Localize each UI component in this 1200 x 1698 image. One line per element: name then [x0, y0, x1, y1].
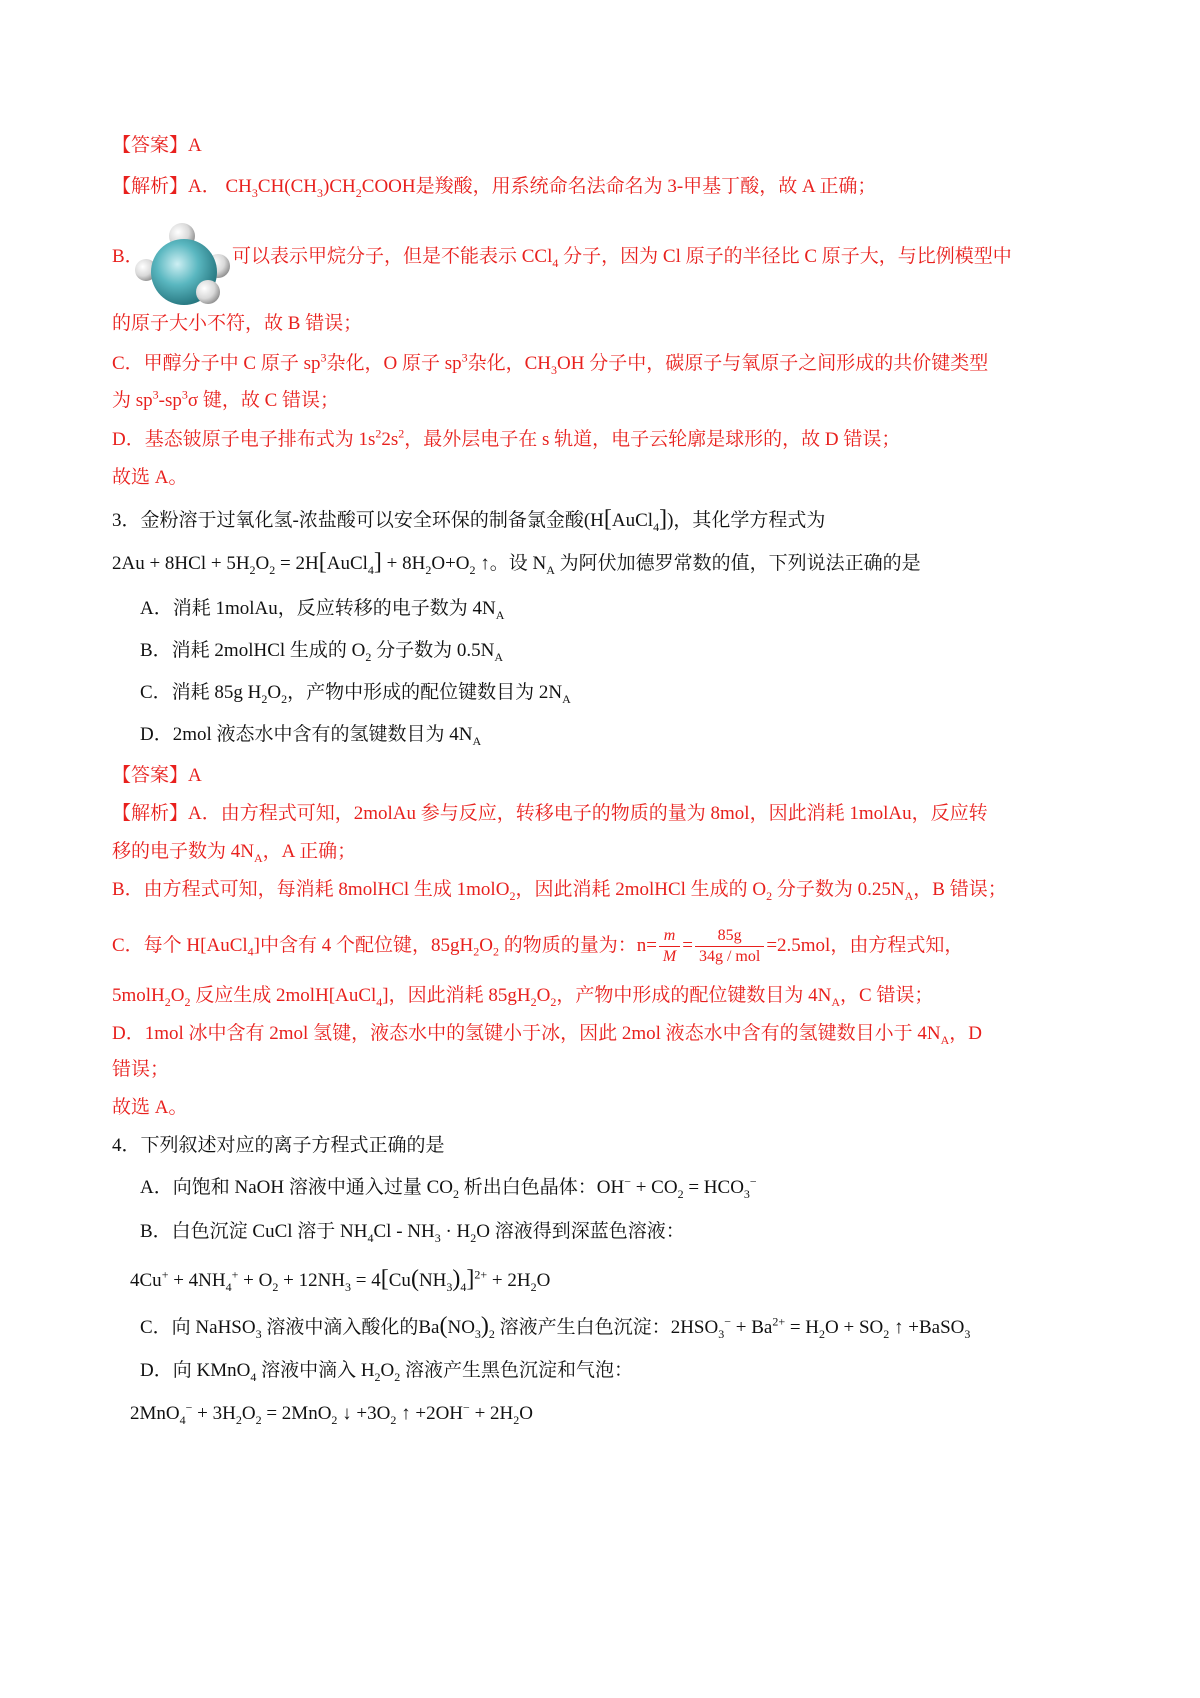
q3-conclusion: 故选 A。 — [112, 1097, 188, 1118]
q3-analysis-b: B．由方程式可知，每消耗 8molHCl 生成 1molO$_2$，因此消耗 2molHCl 生成的 $O_2$ 分子数为 $0.25N_A$，B 错误； — [112, 879, 1007, 903]
q3-analysis-a: 【解析】A．由方程式可知，2molAu 参与反应，转移电子的物质的量为 8mol，因此消耗 1molAu，反应转 — [112, 803, 988, 824]
q3-option-c: C．消耗 85g $H_2O_2$，产物中形成的配位键数目为 $2N_A$ — [140, 682, 571, 706]
methane-ball-model-image — [134, 222, 230, 318]
q2-conclusion: 故选 A。 — [112, 467, 188, 488]
q2-analysis-c-cont: 为 $sp^3-sp^3\sigma$ 键，故 C 错误； — [112, 387, 340, 411]
q3-answer-line: 【答案】A — [112, 765, 202, 786]
q4-stem: 4．下列叙述对应的离子方程式正确的是 — [112, 1135, 445, 1156]
q3-analysis-a-cont: 移的电子数为 $4N_A$，A 正确； — [112, 841, 357, 865]
answer-value: A — [188, 135, 202, 156]
q2-analysis-b-cont: 的原子大小不符，故 B 错误； — [112, 313, 363, 334]
q3-option-d: D．2mol 液态水中含有的氢键数目为 $4N_A$ — [140, 724, 482, 748]
q3-analysis-c: C．每个 H[AuCl$_4$]中含有 4 个配位键，$85gH_2O_2$ 的物质的量为：n= $\frac{m}{M}$ = $\frac{85g}{\text{34g / mol}}$ =2.5mol，由方程式知， — [112, 927, 964, 965]
q2-analysis-b — [112, 243, 144, 271]
answer-tag: 【答案】 — [112, 135, 189, 156]
q3-stem: 3．金粉溶于过氧化氢-浓盐酸可以安全环保的制备氯金酸(H[AuCl$_4$])，其化学方程式为 — [112, 506, 826, 534]
q4-option-a: A．向饱和 NaOH 溶液中通入过量 $CO_2$ 析出白色晶体：$OH^- + CO_2 = HCO_3^-$ — [140, 1174, 757, 1201]
analysis-text: 是羧酸，用系统命名法命名为 3-甲基丁酸，故 A 正确； — [415, 176, 877, 197]
option-prefix: B． — [112, 246, 144, 267]
formula: $CH_3CH(CH_3)CH_2COOH$ — [225, 176, 416, 200]
fraction-m-over-M: $\frac{m}{M}$ — [659, 926, 680, 967]
q2-analysis-d: D．基态铍原子电子排布式为 $1s^22s^2$，最外层电子在 s 轨道，电子云轮廓是球形的，故 D 错误； — [112, 426, 901, 450]
analysis-tag: 【解析】 — [112, 176, 189, 197]
q3-analysis-d-cont: 错误； — [112, 1059, 170, 1080]
q4-option-c: C．向 NaHSO$_3$ 溶液中滴入酸化的$Ba(NO_3)_2$ 溶液产生白色沉淀：$2HSO_3^- + Ba^{2+} = H_2O + SO_2$ ↑ +BaSO$_3$ — [140, 1313, 971, 1341]
q3-analysis-c-cont: $5molH_2O_2$ 反应生成 2molH[AuCl$_4$]，因此消耗 $85gH_2O_2$，产物中形成的配位键数目为 $4N_A$，C 错误； — [112, 985, 934, 1009]
q2-analysis-b-text: 可以表示甲烷分子，但是不能表示 CCl$_4$ 分子，因为 Cl 原子的半径比 C 原子大，与比例模型中 — [232, 246, 1012, 270]
q2-answer-line — [112, 132, 202, 160]
fraction-85g-over-34g-per-mol: $\frac{85g}{\text{34g / mol}}$ — [695, 926, 764, 967]
q4-option-b-equation: $4Cu^+ + 4NH_4^+ + O_2 + 12NH_3 = 4[Cu(NH_3)_4]^{2+} + 2H_2O$ — [130, 1266, 551, 1294]
q4-option-d: D．向 KMnO$_4$ 溶液中滴入 $H_2O_2$ 溶液产生黑色沉淀和气泡： — [140, 1360, 634, 1384]
q3-option-a: A．消耗 1molAu，反应转移的电子数为 $4N_A$ — [140, 598, 505, 622]
q3-option-b: B．消耗 2molHCl 生成的 $O_2$ 分子数为 $0.5N_A$ — [140, 640, 504, 664]
q3-equation: $2Au + 8HCl + 5H_2O_2$ = 2H[AuCl$_4$] + $8H_2O+O_2$ ↑。设 $N_A$ 为阿伏加德罗常数的值，下列说法正确的是 — [112, 549, 921, 577]
q2-analysis-c: C．甲醇分子中 C 原子 $sp^3$杂化，O 原子 $sp^3$杂化，$CH_3OH$ 分子中，碳原子与氧原子之间形成的共价键类型 — [112, 350, 989, 377]
q2-analysis-a — [112, 173, 876, 201]
q4-option-d-equation: $2MnO_4^- + 3H_2O_2 = 2MnO_2$ ↓ $+3O_2$ ↑ $+2OH^- + 2H_2O$ — [130, 1400, 533, 1427]
q4-option-b: B．白色沉淀 CuCl 溶于 $NH_4Cl - NH_3 \cdot H_2O$ 溶液得到深蓝色溶液： — [140, 1221, 685, 1245]
option-prefix: A． — [188, 176, 221, 197]
q3-analysis-d: D．1mol 冰中含有 2mol 氢键，液态水中的氢键小于冰，因此 2mol 液态水中含有的氢键数目小于 $4N_A$，D — [112, 1023, 983, 1047]
